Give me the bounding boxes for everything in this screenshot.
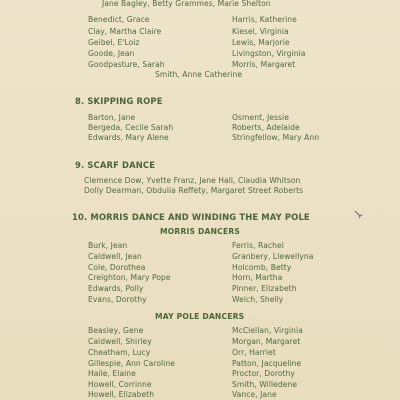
subheading: MAY POLE DANCERS: [155, 312, 245, 321]
section-heading: 9. SCARF DANCE: [75, 160, 156, 170]
name-entry: Holcomb, Betty: [232, 263, 292, 272]
names-line: Clemence Dow, Yvette Franz, Jane Hall, Claudia Whitson: [84, 176, 301, 185]
name-entry-centered: Smith, Anne Catherine: [155, 70, 243, 79]
name-entry: Kiesel, Virginia: [232, 27, 289, 36]
name-entry: Goodpasture, Sarah: [88, 60, 165, 69]
name-entry: Stringfellow, Mary Ann: [232, 133, 320, 142]
name-entry: Morgan, Margaret: [232, 337, 301, 346]
name-entry: Granbery, Llewellyna: [232, 252, 314, 261]
subheading: MORRIS DANCERS: [160, 227, 241, 236]
name-entry: Howell, Corrinne: [88, 380, 152, 389]
name-entry: Patton, Jacqueline: [232, 359, 302, 368]
section-heading: 10. MORRIS DANCE AND WINDING THE MAY POLE: [72, 212, 310, 222]
name-entry: Welch, Shelly: [232, 295, 284, 304]
name-entry: Goode, Jean: [88, 49, 135, 58]
name-entry: Cheatham, Lucy: [88, 348, 151, 357]
name-entry: Edwards, Mary Alene: [88, 133, 169, 142]
name-entry: Burk, Jean: [88, 241, 128, 250]
name-entry: Horn, Martha: [232, 273, 283, 282]
name-entry: McClellan, Virginia: [232, 326, 303, 335]
names-line: Dolly Dearman, Obdulia Reffety, Margaret Street Roberts: [84, 186, 304, 195]
name-entry: Edwards, Polly: [88, 284, 144, 293]
name-entry: Lewis, Marjorie: [232, 38, 290, 47]
name-entry: Osment, Jessie: [232, 113, 289, 122]
name-entry: Caldwell, Shirley: [88, 337, 152, 346]
name-entry: Gillespie, Ann Caroline: [88, 359, 175, 368]
name-entry: Smith, Willedene: [232, 380, 298, 389]
name-entry: Benedict, Grace: [88, 15, 150, 24]
name-entry: Barton, Jane: [88, 113, 136, 122]
top-names-line: Jane Bagley, Betty Grammes, Marie Shelton: [102, 0, 271, 8]
name-entry: Ferris, Rachel: [232, 241, 284, 250]
name-entry: Caldwell, Jean: [88, 252, 142, 261]
name-entry: Orr, Harriet: [232, 348, 276, 357]
name-entry: Proctor, Dorothy: [232, 369, 295, 378]
name-entry: Livingston, Virginia: [232, 49, 306, 58]
name-entry: Harris, Katherine: [232, 15, 297, 24]
name-entry: Creighton, Mary Pope: [88, 273, 171, 282]
name-entry: Bergeda, Cecile Sarah: [88, 123, 174, 132]
name-entry: Clay, Martha Claire: [88, 27, 162, 36]
name-entry: Geibel, E'Loiz: [88, 38, 140, 47]
name-entry: Roberts, Adelaide: [232, 123, 300, 132]
name-entry: Beasley, Gene: [88, 326, 144, 335]
pen-mark-icon: [354, 210, 363, 219]
name-entry: Howell, Elizabeth: [88, 390, 155, 399]
name-entry: Pinner, Elizabeth: [232, 284, 297, 293]
name-entry: Evans, Dorothy: [88, 295, 147, 304]
section-heading: 8. SKIPPING ROPE: [75, 96, 163, 106]
name-entry: Morris, Margaret: [232, 60, 296, 69]
name-entry: Cole, Dorothea: [88, 263, 146, 272]
name-entry: Haile, Elaine: [88, 369, 136, 378]
name-entry: Vance, Jane: [232, 390, 277, 399]
